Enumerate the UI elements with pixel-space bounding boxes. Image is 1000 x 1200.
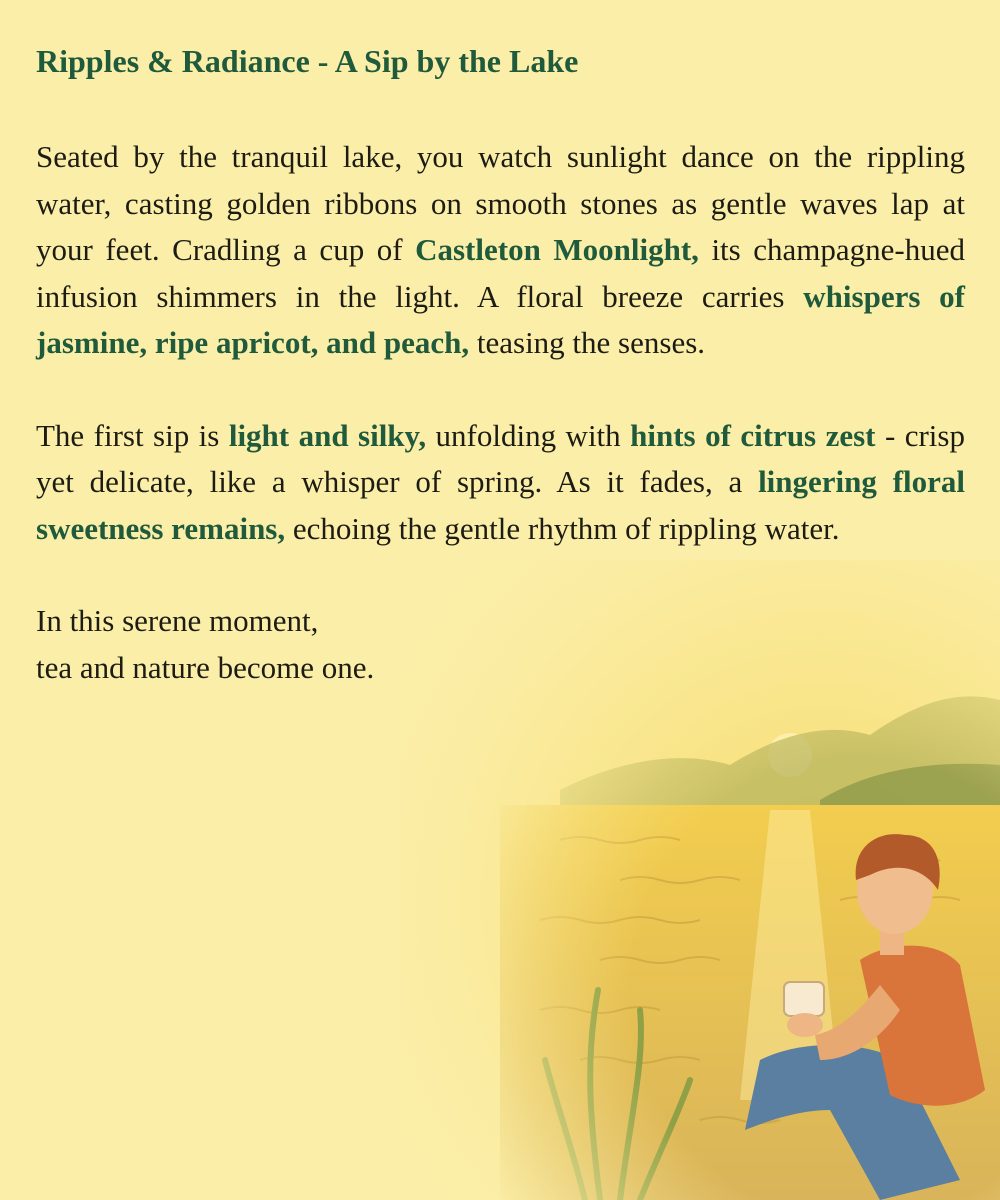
- highlight-tea-name: Castleton Moonlight,: [415, 232, 699, 267]
- highlight-texture: light and silky,: [228, 417, 427, 453]
- closing-line: tea and nature become one.: [36, 649, 375, 685]
- paragraph-text: Seated by the tranquil lake, you watch sunlight dance on the rippling water, casting golden ribbons on smooth stones as gentle waves lap at your feet. Cradling a cup of: [36, 139, 965, 267]
- paragraph-text: unfolding with: [426, 417, 631, 453]
- paragraph-text: teasing the senses.: [469, 325, 706, 360]
- tea-cup: [784, 982, 824, 1016]
- highlight-finish: lingering floral sweetness remains,: [36, 464, 966, 546]
- highlight-citrus: hints of citrus zest: [630, 417, 876, 453]
- closing-line: In this serene moment,: [36, 603, 319, 638]
- closing-lines: [36, 598, 965, 691]
- paragraph-text: its champagne-hued infusion shimmers in the light. A floral breeze carries: [36, 232, 966, 314]
- paragraph-lake-scene: [36, 134, 965, 367]
- paragraph-text: echoing the gentle rhythm of rippling water.: [285, 510, 840, 546]
- article: [36, 40, 965, 691]
- paragraph-text: - crisp yet delicate, like a whisper of spring. As it fades, a: [36, 417, 965, 499]
- paragraph-text: The first sip is: [36, 417, 229, 453]
- paragraph-first-sip: [36, 413, 965, 553]
- article-title: Ripples & Radiance - A Sip by the Lake: [36, 43, 579, 79]
- highlight-aroma: whispers of jasmine, ripe apricot, and peach,: [36, 278, 966, 360]
